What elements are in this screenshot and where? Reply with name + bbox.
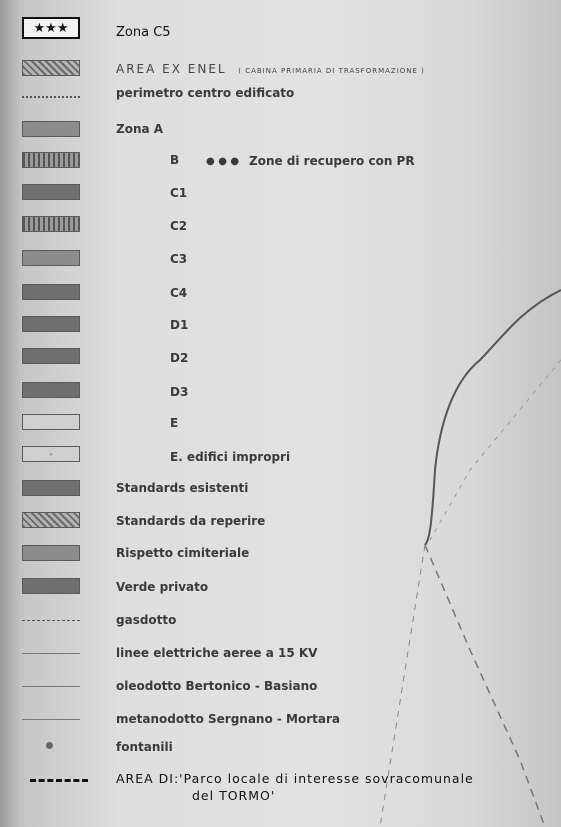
line-area-parco [30, 779, 88, 782]
label-metanodotto: metanodotto Sergnano - Mortara [116, 712, 340, 726]
label-standards-reperire: Standards da reperire [116, 514, 266, 528]
swatch-zona-d1 [22, 316, 80, 332]
swatch-standards-esistenti [22, 480, 80, 496]
swatch-zona-e [22, 414, 80, 430]
label-zona-c3: C3 [170, 252, 188, 266]
label-zona-d3: D3 [170, 385, 189, 399]
label-area-parco-2: del TORMO' [192, 788, 276, 803]
label-zona-d1: D1 [170, 318, 189, 332]
symbol-fontanili [46, 742, 53, 749]
swatch-standards-reperire [22, 512, 80, 528]
label-zona-c4: C4 [170, 286, 188, 300]
line-oleodotto [22, 686, 80, 687]
label-zona-c1: C1 [170, 186, 188, 200]
swatch-zona-e-impropri: ◦ [22, 446, 80, 462]
boundary-curve [425, 290, 561, 545]
swatch-area-ex-enel [22, 60, 80, 76]
boundary-faint [430, 360, 561, 540]
label-zona-e-impropri: E. edifici impropri [170, 450, 291, 464]
label-oleodotto: oleodotto Bertonico - Basiano [116, 679, 318, 693]
swatch-rispetto-cimiteriale [22, 545, 80, 561]
swatch-verde-privato [22, 578, 80, 594]
label-area-ex-enel-note: ( CABINA PRIMARIA DI TRASFORMAZIONE ) [238, 67, 425, 75]
label-area-ex-enel: AREA EX ENEL ( CABINA PRIMARIA DI TRASFORMAZIONE ) [116, 62, 425, 76]
label-zona-c5: Zona C5 [116, 25, 171, 40]
label-zona-c2: C2 [170, 219, 188, 233]
swatch-zona-d2 [22, 348, 80, 364]
label-zona-a: Zona A [116, 122, 164, 136]
line-metanodotto [22, 719, 80, 720]
label-perimetro: perimetro centro edificato [116, 86, 295, 100]
label-rispetto-cimiteriale: Rispetto cimiteriale [116, 546, 250, 560]
label-zona-e: E [170, 416, 179, 430]
swatch-zona-c3 [22, 250, 80, 266]
line-linee-elettriche [22, 653, 80, 654]
label-zone-recupero: Zone di recupero con PR [249, 154, 415, 168]
line-perimetro [22, 96, 80, 98]
label-zona-d2: D2 [170, 351, 189, 365]
swatch-zona-b [22, 152, 80, 168]
label-linee-elettriche: linee elettriche aeree a 15 KV [116, 646, 318, 660]
label-zona-b: B [170, 153, 180, 167]
label-verde-privato: Verde privato [116, 580, 209, 594]
label-standards-esistenti: Standards esistenti [116, 481, 249, 495]
swatch-zona-d3 [22, 382, 80, 398]
label-zone-recupero-dots: ● ● ● [206, 156, 240, 167]
swatch-zona-a [22, 121, 80, 137]
swatch-zona-c4 [22, 284, 80, 300]
swatch-zona-c5: ★★★ [22, 17, 80, 39]
swatch-zona-c1 [22, 184, 80, 200]
label-gasdotto: gasdotto [116, 613, 177, 627]
label-area-parco: AREA DI:'Parco locale di interesse sovracomunale [116, 771, 474, 786]
label-fontanili: fontanili [116, 740, 173, 754]
line-gasdotto [22, 620, 80, 621]
swatch-zona-c2 [22, 216, 80, 232]
